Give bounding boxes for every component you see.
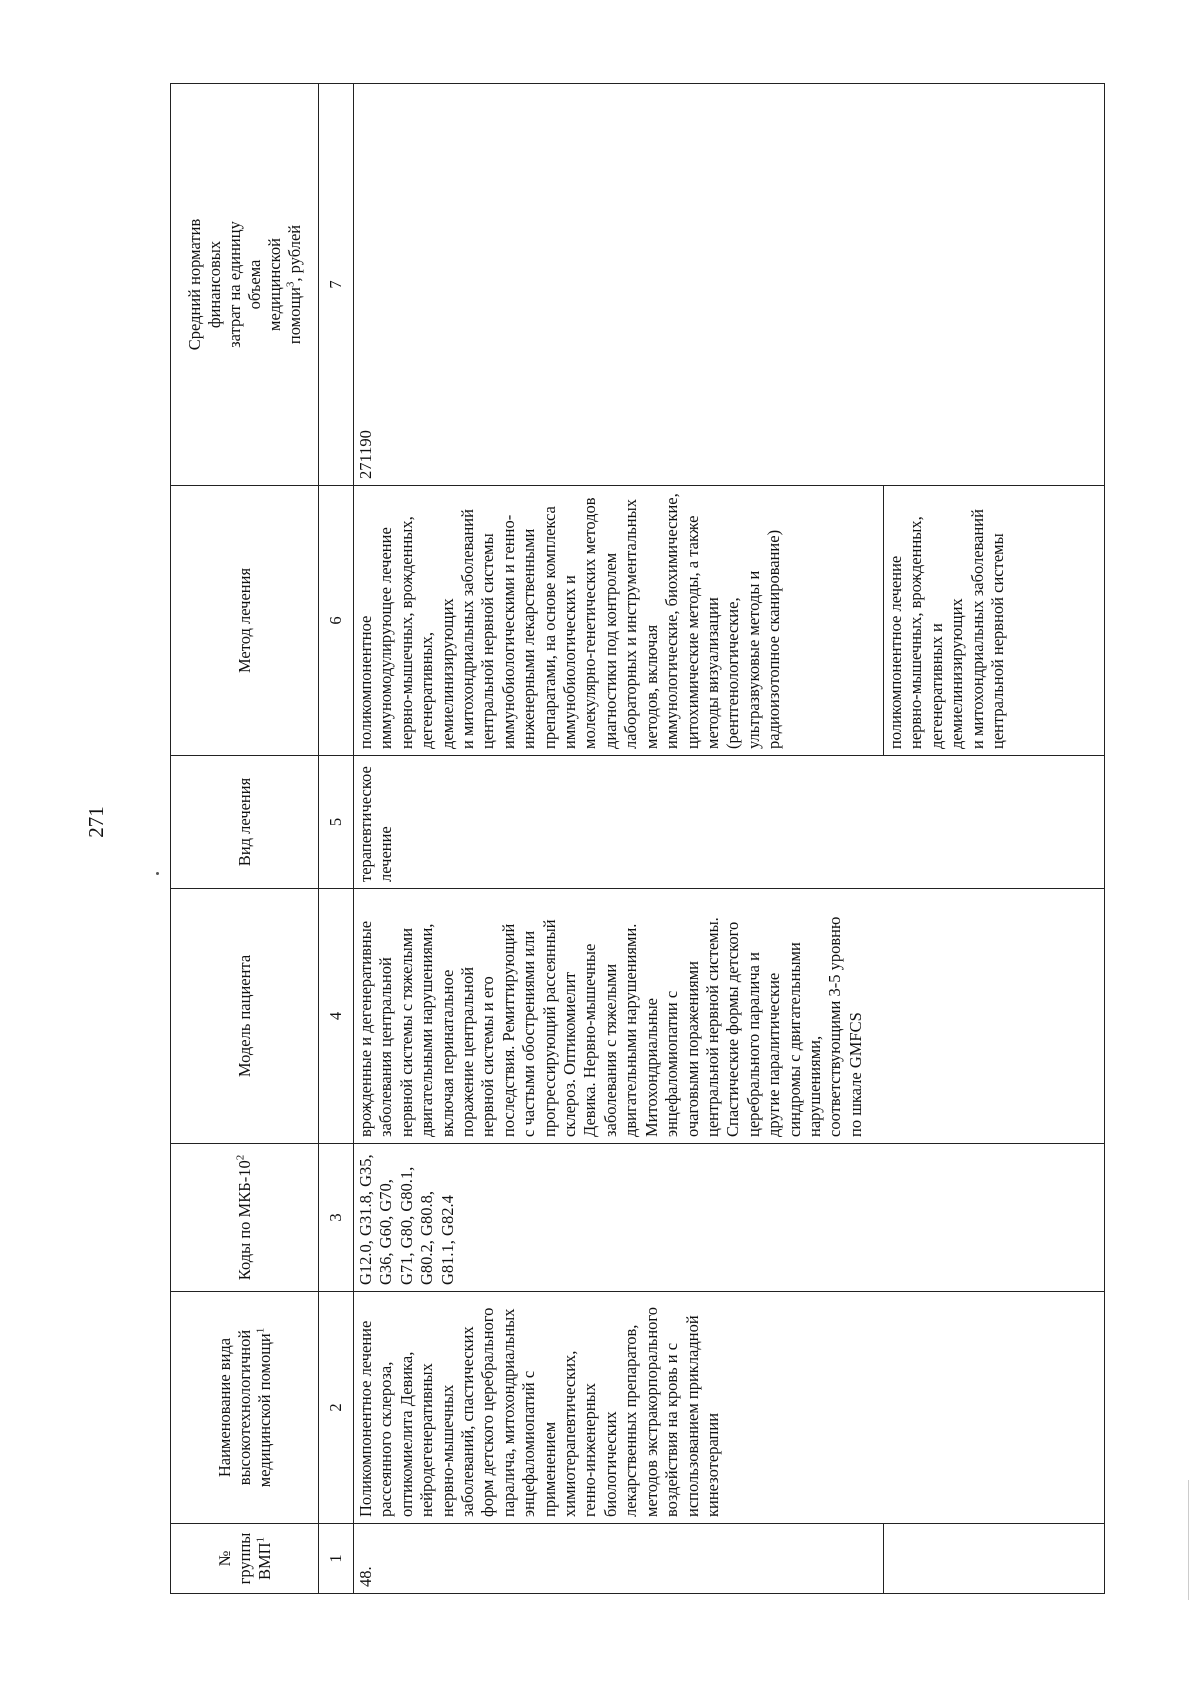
scan-speck bbox=[156, 872, 159, 875]
column-number: 4 bbox=[319, 889, 354, 1144]
scan-edge-line bbox=[1188, 1480, 1189, 1600]
column-number-row bbox=[319, 84, 354, 1594]
cell-vmp-name: Поликомпонентное лечение рассеянного склероза, оптикомиелита Девика, нейродегенеративных нервно-мышечных заболеваний, спастических форм детского церебрального паралича, митохондриальных энцефаломиопатий с применением химиотерапевтических, генно-инженерных биологических лекарственных препаратов, методов экстракорпорального воздействия на кровь и с использованием прикладной кинезотерапии bbox=[354, 1292, 1105, 1524]
column-number: 6 bbox=[319, 486, 354, 756]
header-treatment-type: Вид лечения bbox=[171, 756, 319, 889]
header-group-number: № группы ВМП$^1$ bbox=[171, 1524, 319, 1594]
column-number: 7 bbox=[319, 84, 354, 486]
column-number: 1 bbox=[319, 1524, 354, 1594]
cell-cost: 271190 bbox=[354, 84, 1105, 486]
vmp-table bbox=[170, 83, 1105, 1594]
cell-treatment-type: терапевтическое лечение bbox=[354, 756, 1105, 889]
cell-icd-codes: G12.0, G31.8, G35, G36, G60, G70, G71, G80, G80.1, G80.2, G80.8, G81.1, G82.4 bbox=[354, 1144, 1105, 1292]
header-patient-model: Модель пациента bbox=[171, 889, 319, 1144]
column-number: 5 bbox=[319, 756, 354, 889]
cell-patient-model: врожденные и дегенеративные заболевания центральной нервной системы с тяжелыми двигательными нарушениями, включая перинатальное поражение центральной нервной системы и его последствия. Ремиттирующий с частыми обострениями или прогрессирующий рассеянный склероз. Оптикомиелит Девика. Нервно-мышечные заболевания с тяжелыми двигательными нарушениями. Митохондриальные энцефаломиопатии с очаговыми поражениями центральной нервной системы. Спастические формы детского церебрального паралича и другие паралитические синдромы с двигательными нарушениями, соответствующими 3-5 уровню по шкале GMFCS bbox=[354, 889, 1105, 1144]
header-treatment-method: Метод лечения bbox=[171, 486, 319, 756]
rotated-table-container bbox=[170, 84, 1105, 1594]
header-cost-standard: Средний норматив финансовых затрат на единицу объема медицинской помощи$^3$, рублей bbox=[171, 84, 319, 486]
cell-method-1: поликомпонентное иммуномодулирующее лечение нервно-мышечных, врожденных, дегенеративных, демиелинизирующих и митохондриальных заболеваний центральной нервной системы иммунобиологическими и генно- инженерными лекарственными препаратами, на основе комплекса иммунобиологических и молекулярно-генетических методов диагностики под контролем лабораторных и инструментальных методов, включая иммунологические, биохимические, цитохимические методы, а также методы визуализации (рентгенологические, ультразвуковые методы и радиоизотопное сканирование) bbox=[354, 486, 884, 756]
table-row bbox=[354, 84, 884, 1594]
cell-group-number: 48. bbox=[354, 1524, 884, 1594]
header-icd-codes: Коды по МКБ-$10^2$ bbox=[171, 1144, 319, 1292]
header-vmp-name: Наименование вида высокотехнологичной медицинской помощи$^1$ bbox=[171, 1292, 319, 1524]
column-number: 3 bbox=[319, 1144, 354, 1292]
column-number: 2 bbox=[319, 1292, 354, 1524]
cell-method-2: поликомпонентное лечение нервно-мышечных, врожденных, дегенеративных и демиелинизирующих и митохондриальных заболеваний центральной нервной системы bbox=[884, 486, 1105, 756]
page-number: 271 bbox=[84, 806, 108, 838]
cell-group-number-continued bbox=[884, 1524, 1105, 1594]
